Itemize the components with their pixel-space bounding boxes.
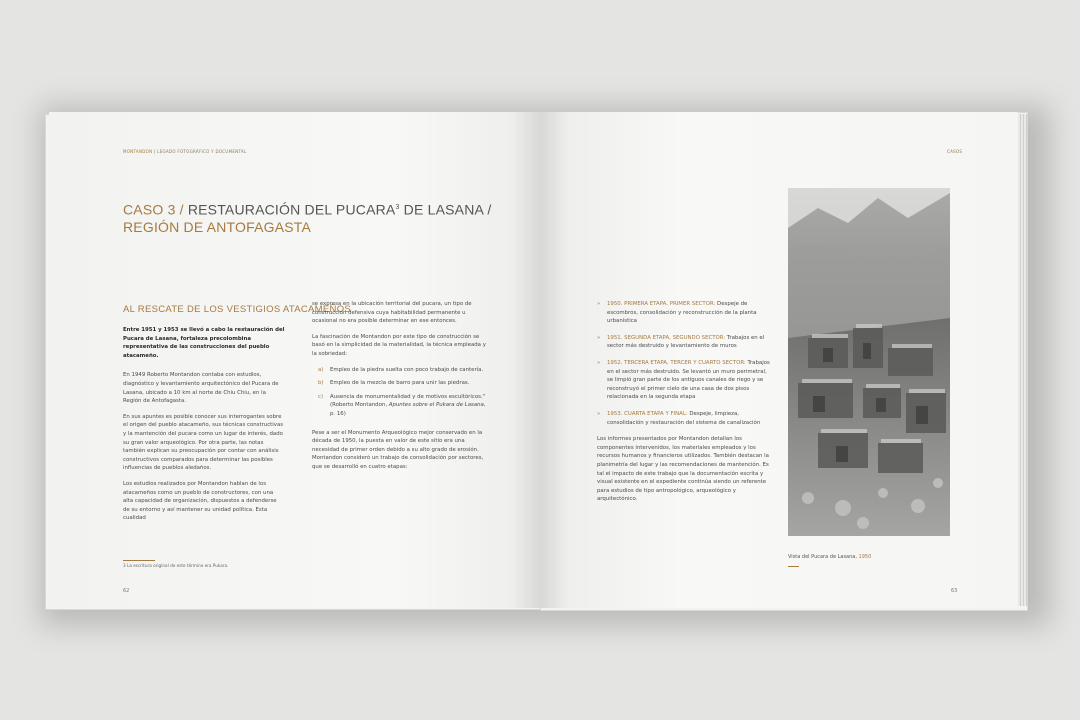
stage-item (597, 410, 773, 427)
stage-text: Despeje, limpieza, consolidación y restauración del sistema de canalización (607, 410, 761, 426)
left-page-number: 62 (123, 588, 130, 594)
stage-year: 1950. (607, 301, 623, 307)
running-head-book: LEGADO FOTOGRÁFICO Y DOCUMENTAL (157, 149, 247, 154)
title-main: RESTAURACIÓN DEL PUCARA (183, 201, 396, 218)
pucara-photo (788, 188, 950, 536)
page-subtitle: REGIÓN DE ANTOFAGASTA (123, 219, 312, 235)
caption-rule (788, 566, 799, 567)
caption-year: 1950 (858, 554, 872, 560)
title-footnote-ref: 3 (395, 204, 400, 211)
title-end: DE LASANA / (399, 201, 492, 218)
bullet-mark: » (597, 334, 601, 341)
col2-paragraph-3: Pese a ser el Monumento Arqueológico mejor conservado en la década de 1950, la puesta en valor de este sitio era una necesidad de primer orden debido a su alto grado de erosión. Montandon consideró un trabajo de consolidación por sectores, que se desarrolló en cuatro etapas: (312, 429, 484, 470)
stage-label: CUARTA ETAPA Y FINAL: (622, 410, 688, 417)
footnote: 3 La escritura original de este término era Pukara. (123, 563, 229, 568)
left-column-2 (312, 300, 492, 479)
title-case: CASO 3 / (123, 201, 184, 218)
ruins-illustration (788, 188, 950, 536)
lead-paragraph: Entre 1951 y 1953 se llevó a cabo la restauración del Pucara de Lasana, fortaleza precolombina representativa de las construcciones del pueblo atacameño. (123, 327, 285, 359)
right-running-head: CASOS (947, 149, 963, 154)
col2-paragraph-1: se expresa en la ubicación territorial del pucara, un tipo de construcción defensiva cuya habitabilidad permanente u ocasional no era posible determinar en ese entonces. (312, 301, 472, 325)
photo-caption (788, 554, 871, 560)
list-text: Empleo de la mezcla de barro para unir las piedras. (330, 380, 470, 387)
list-marker: a) (318, 366, 324, 373)
stage-item (597, 359, 773, 402)
stage-text: Trabajos en el sector más destruido. Se levantó un muro perimetral, se limpió gran parte de los antiguos canales de riego y se reconstruyó el primer cielo de una casa de dos pisos relacionada en la segunda etapa (607, 359, 770, 401)
footnote-rule (123, 560, 155, 561)
running-head-author: MONTANDON (123, 149, 153, 154)
stage-year: 1951. (607, 334, 623, 341)
bullet-mark: » (597, 359, 601, 366)
caption-text: Vista del Pucara de Lasana, (788, 554, 859, 560)
stage-item (597, 334, 773, 351)
list-marker: c) (318, 393, 324, 400)
closing-paragraph: Los informes presentados por Montandon detallan los componentes intervenidos, los materiales empleados y los recursos humanos y financieros utilizados. También destacan la planimetría del lugar y las recomendaciones de mantención. Es tal el impacto de este trabajo que la documentación escrita y visual existente en el expediente continúa siendo un referente para estudios de tipo antropológico, arqueológico y arquitectónico. (597, 436, 769, 503)
stage-label: SEGUNDA ETAPA, SEGUNDO SECTOR: (622, 334, 726, 341)
section-heading: AL RESCATE DE LOS VESTIGIOS ATACAMEÑOS (123, 304, 352, 315)
bullet-mark: » (597, 301, 601, 307)
stage-year: 1953. (607, 410, 623, 417)
paragraph-3: Los estudios realizados por Montandon hablan de los atacameños como un pueblo de constructores, con una alta capacidad de organización, dispuestos a defenderse de su entorno y así mantener su unidad política. Esta cualidad (123, 480, 277, 522)
list-item (312, 366, 492, 375)
stage-label: PRIMERA ETAPA, PRIMER SECTOR: (622, 301, 716, 307)
paragraph-2: En sus apuntes es posible conocer sus interrogantes sobre el origen del pueblo atacameño, sus técnicas constructivas y la mantención del pucara como un lugar de interés, dado su gran valor arqueológico. Por otra parte, las notas también explican su preocupación por contar con análisis constructivos comparados para determinar las posibles influencias de pueblos aledaños. (123, 413, 284, 472)
list-marker: b) (318, 380, 324, 387)
citation-tail: , p. 16) (330, 402, 486, 417)
list-item (312, 393, 492, 419)
col2-paragraph-2: La fascinación de Montandon por este tipo de construcción se basó en la simplicidad de la materialidad, la técnica empleada y la sobriedad: (312, 333, 486, 357)
page-title (123, 198, 491, 220)
left-running-head: MONTANDON | LEGADO FOTOGRÁFICO Y DOCUMENTAL (123, 149, 247, 154)
right-column (597, 300, 773, 511)
materials-list (312, 366, 492, 419)
list-text: Empleo de la piedra suelta con poco trabajo de cantería. (330, 366, 484, 373)
stage-text: Trabajos en el sector más destruido y levantamiento de muros (607, 334, 765, 350)
stage-year: 1952. (607, 359, 623, 366)
citation-title: Apuntes sobre el Pukara de Lasana (388, 402, 484, 409)
list-item (312, 379, 492, 388)
paragraph-1: En 1949 Roberto Montandon contaba con estudios, diagnóstico y levantamiento arquitectónico del Pucara de Lasana, ubicado a 10 km al norte de Chiu Chiu, en la Región de Antofagasta. (123, 372, 279, 405)
bullet-mark: » (597, 410, 601, 417)
right-page-number: 63 (951, 588, 958, 594)
stage-item (597, 300, 773, 326)
left-column-1 (123, 326, 285, 530)
list-text: Ausencia de monumentalidad y de motivos escultóricos." (Roberto Montandon, (330, 393, 486, 409)
stage-text: Despeje de escombros, consolidación y reconstrucción de la planta urbanística (607, 301, 757, 325)
stages-list (597, 300, 773, 427)
right-edge-3 (1024, 114, 1027, 606)
stage-label: TERCERA ETAPA, TERCER Y CUARTO SECTOR: (622, 359, 746, 366)
